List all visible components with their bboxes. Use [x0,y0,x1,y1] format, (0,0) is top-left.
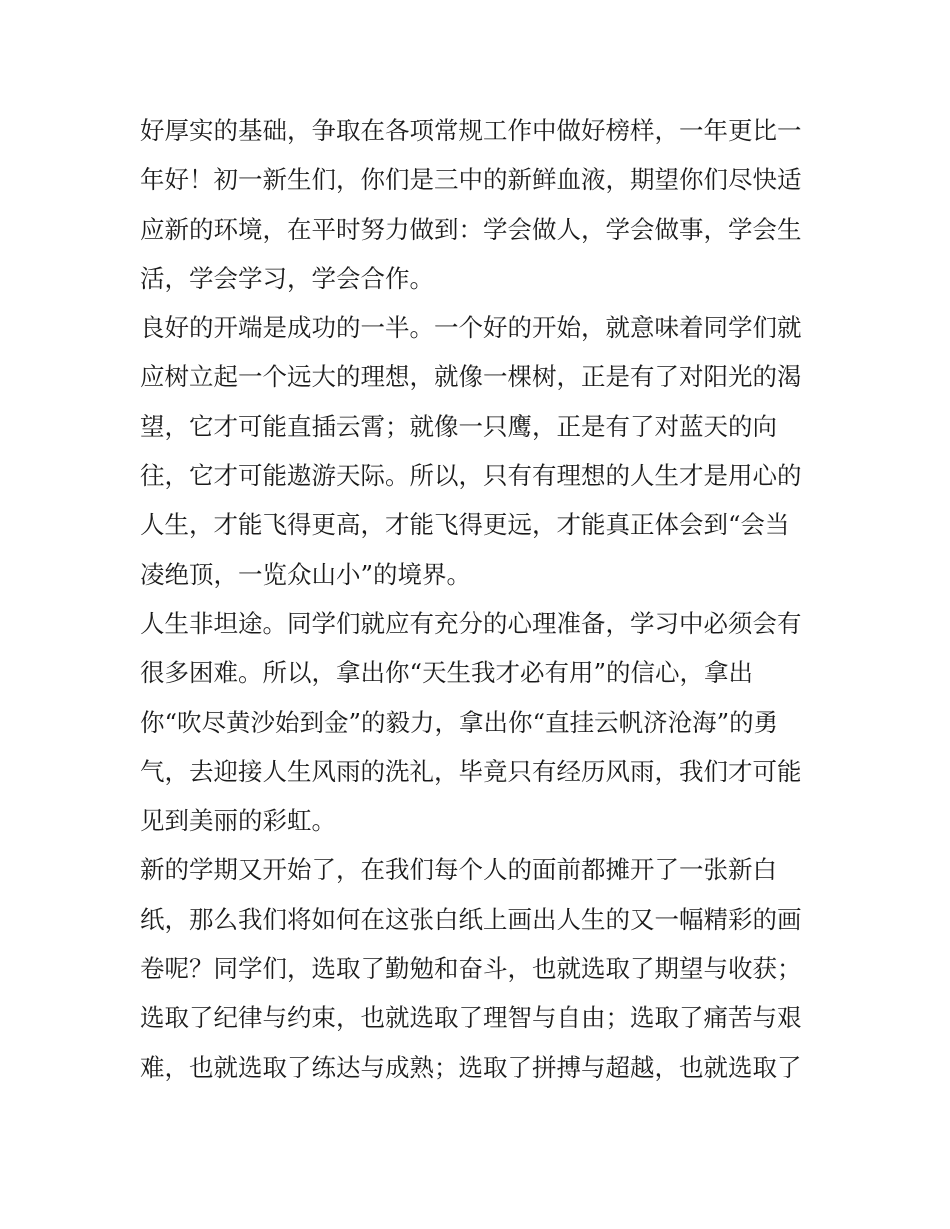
text-line: 新的学期又开始了，在我们每个人的面前都摊开了一张新白 [140,855,777,885]
text-line: 凌绝顶，一览众山小”的境界。 [140,559,472,589]
body-text [140,106,820,1092]
text-line: 很多困难。所以，拿出你“天生我才必有用”的信心，拿出 [140,658,754,688]
text-line: 人生非坦途。同学们就应有充分的心理准备，学习中必须会有 [140,608,802,638]
text-line: 难，也就选取了练达与成熟；选取了拼搏与超越，也就选取了 [140,1052,802,1082]
text-line: 见到美丽的彩虹。 [140,806,336,836]
text-line: 你“吹尽黄沙始到金”的毅力，拿出你“直挂云帆济沧海”的勇 [140,707,779,737]
text-line: 选取了纪律与约束，也就选取了理智与自由；选取了痛苦与艰 [140,1003,802,1033]
text-line: 应树立起一个远大的理想，就像一棵树，正是有了对阳光的渴 [140,362,802,392]
text-line: 卷呢？同学们，选取了勤勉和奋斗，也就选取了期望与收获； [140,954,802,984]
text-line: 望，它才可能直插云霄；就像一只鹰，正是有了对蓝天的向 [140,411,777,441]
text-line: 活，学会学习，学会合作。 [140,263,434,293]
text-line: 往，它才可能遨游天际。所以，只有有理想的人生才是用心的 [140,461,802,491]
text-line: 气，去迎接人生风雨的洗礼，毕竟只有经历风雨，我们才可能 [140,756,802,786]
text-line: 应新的环境，在平时努力做到：学会做人，学会做事，学会生 [140,214,802,244]
text-line: 良好的开端是成功的一半。一个好的开始，就意味着同学们就 [140,313,802,343]
text-line: 好厚实的基础，争取在各项常规工作中做好榜样，一年更比一 [140,116,802,145]
text-line: 纸，那么我们将如何在这张白纸上画出人生的又一幅精彩的画 [140,904,802,934]
text-line: 年好！初一新生们，你们是三中的新鲜血液，期望你们尽快适 [140,165,802,195]
text-line: 人生，才能飞得更高，才能飞得更远，才能真正体会到“会当 [140,510,790,540]
